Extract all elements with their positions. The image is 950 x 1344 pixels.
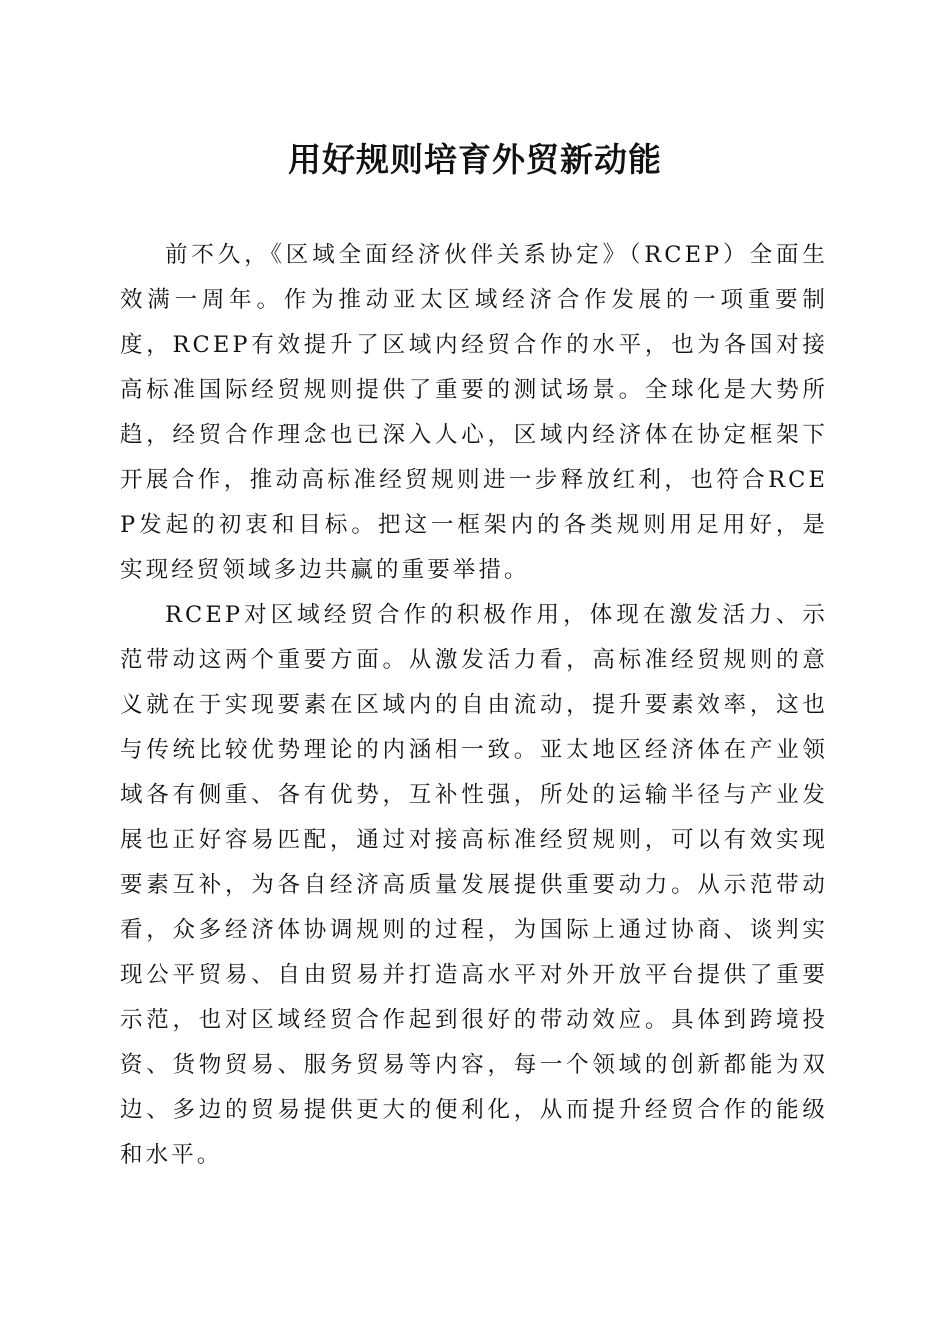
paragraph-1: 前不久，《区域全面经济伙伴关系协定》（RCEP）全面生效满一周年。作为推动亚太区域经济合作发展的一项重要制度，RCEP有效提升了区域内经贸合作的水平，也为各国对接高标准国际经贸规则提供了重要的测试场景。全球化是大势所趋，经贸合作理念也已深入人心，区域内经济体在协定框架下开展合作，推动高标准经贸规则进一步释放红利，也符合RCEP发起的初衷和目标。把这一框架内的各类规则用足用好，是实现经贸领域多边共赢的重要举措。 <box>120 242 828 583</box>
document-title: 用好规则培育外贸新动能 <box>288 140 662 179</box>
paragraph-2: RCEP对区域经贸合作的积极作用，体现在激发活力、示范带动这两个重要方面。从激发活力看，高标准经贸规则的意义就在于实现要素在区域内的自由流动，提升要素效率，这也与传统比较优势理论的内涵相一致。亚太地区经济体在产业领域各有侧重、各有优势，互补性强，所处的运输半径与产业发展也正好容易匹配，通过对接高标准经贸规则，可以有效实现要素互补，为各自经济高质量发展提供重要动力。从示范带动看，众多经济体协调规则的过程，为国际上通过协商、谈判实现公平贸易、自由贸易并打造高水平对外开放平台提供了重要示范，也对区域经贸合作起到很好的带动效应。具体到跨境投资、货物贸易、服务贸易等内容，每一个领域的创新都能为双边、多边的贸易提供更大的便利化，从而提升经贸合作的能级和水平。 <box>120 602 828 1168</box>
document-body <box>120 233 828 1178</box>
